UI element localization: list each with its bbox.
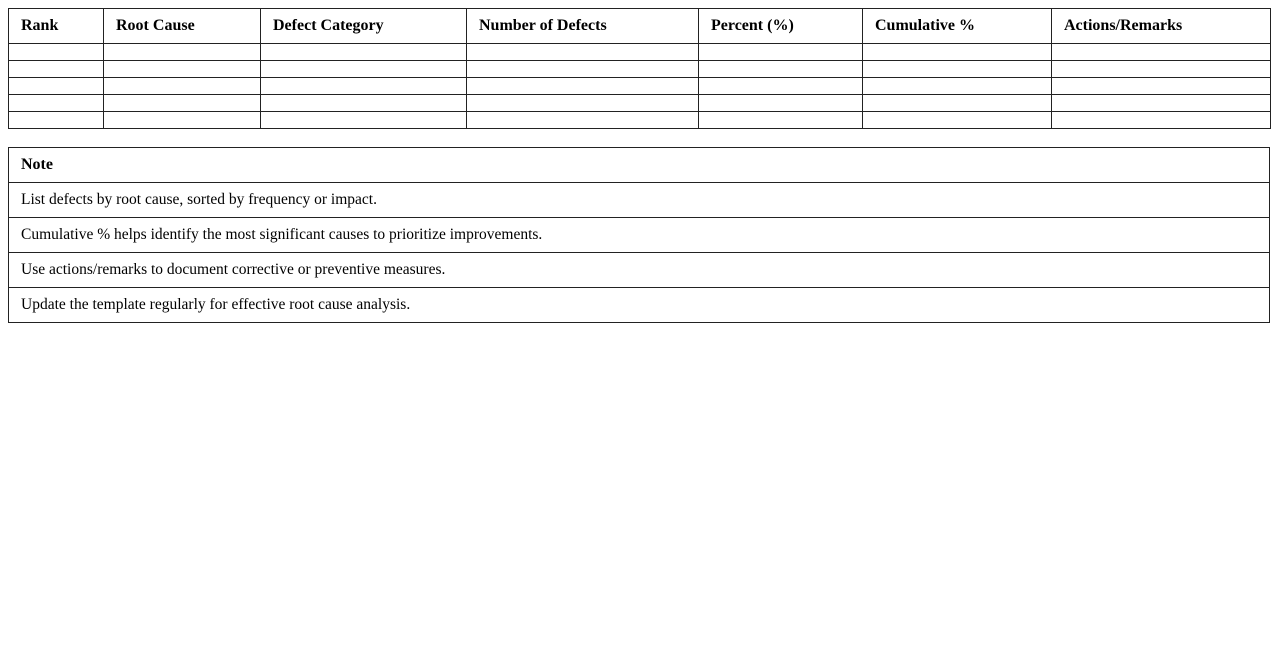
note-item: Update the template regularly for effective root cause analysis. bbox=[9, 288, 1270, 323]
note-row bbox=[9, 288, 1270, 323]
cell-percent[interactable] bbox=[699, 44, 863, 61]
note-table bbox=[8, 147, 1270, 323]
header-actions-remarks: Actions/Remarks bbox=[1052, 9, 1271, 44]
note-heading: Note bbox=[9, 148, 1270, 183]
table-row bbox=[9, 95, 1271, 112]
cell-defect-category[interactable] bbox=[261, 112, 467, 129]
cell-percent[interactable] bbox=[699, 61, 863, 78]
cell-cumulative-percent[interactable] bbox=[863, 95, 1052, 112]
cell-actions-remarks[interactable] bbox=[1052, 95, 1271, 112]
cell-cumulative-percent[interactable] bbox=[863, 78, 1052, 95]
cell-cumulative-percent[interactable] bbox=[863, 61, 1052, 78]
cell-root-cause[interactable] bbox=[104, 78, 261, 95]
note-row bbox=[9, 183, 1270, 218]
cell-number-of-defects[interactable] bbox=[467, 44, 699, 61]
table-row bbox=[9, 44, 1271, 61]
cell-defect-category[interactable] bbox=[261, 44, 467, 61]
cell-number-of-defects[interactable] bbox=[467, 95, 699, 112]
header-rank: Rank bbox=[9, 9, 104, 44]
cell-actions-remarks[interactable] bbox=[1052, 44, 1271, 61]
cell-root-cause[interactable] bbox=[104, 95, 261, 112]
header-row bbox=[9, 9, 1271, 44]
cell-rank[interactable] bbox=[9, 61, 104, 78]
note-row bbox=[9, 218, 1270, 253]
cell-root-cause[interactable] bbox=[104, 44, 261, 61]
defect-table bbox=[8, 8, 1271, 129]
cell-percent[interactable] bbox=[699, 112, 863, 129]
header-cumulative-percent: Cumulative % bbox=[863, 9, 1052, 44]
header-number-of-defects: Number of Defects bbox=[467, 9, 699, 44]
note-header-row bbox=[9, 148, 1270, 183]
header-percent: Percent (%) bbox=[699, 9, 863, 44]
table-row bbox=[9, 78, 1271, 95]
cell-defect-category[interactable] bbox=[261, 95, 467, 112]
note-item: List defects by root cause, sorted by frequency or impact. bbox=[9, 183, 1270, 218]
cell-number-of-defects[interactable] bbox=[467, 61, 699, 78]
note-row bbox=[9, 253, 1270, 288]
cell-cumulative-percent[interactable] bbox=[863, 44, 1052, 61]
note-item: Cumulative % helps identify the most significant causes to prioritize improvements. bbox=[9, 218, 1270, 253]
cell-rank[interactable] bbox=[9, 95, 104, 112]
cell-number-of-defects[interactable] bbox=[467, 78, 699, 95]
cell-defect-category[interactable] bbox=[261, 61, 467, 78]
header-defect-category: Defect Category bbox=[261, 9, 467, 44]
header-root-cause: Root Cause bbox=[104, 9, 261, 44]
cell-number-of-defects[interactable] bbox=[467, 112, 699, 129]
note-item: Use actions/remarks to document corrective or preventive measures. bbox=[9, 253, 1270, 288]
cell-actions-remarks[interactable] bbox=[1052, 61, 1271, 78]
cell-rank[interactable] bbox=[9, 112, 104, 129]
cell-rank[interactable] bbox=[9, 44, 104, 61]
cell-actions-remarks[interactable] bbox=[1052, 112, 1271, 129]
cell-root-cause[interactable] bbox=[104, 61, 261, 78]
table-row bbox=[9, 61, 1271, 78]
cell-percent[interactable] bbox=[699, 95, 863, 112]
cell-cumulative-percent[interactable] bbox=[863, 112, 1052, 129]
cell-root-cause[interactable] bbox=[104, 112, 261, 129]
cell-percent[interactable] bbox=[699, 78, 863, 95]
cell-actions-remarks[interactable] bbox=[1052, 78, 1271, 95]
table-row bbox=[9, 112, 1271, 129]
cell-rank[interactable] bbox=[9, 78, 104, 95]
cell-defect-category[interactable] bbox=[261, 78, 467, 95]
